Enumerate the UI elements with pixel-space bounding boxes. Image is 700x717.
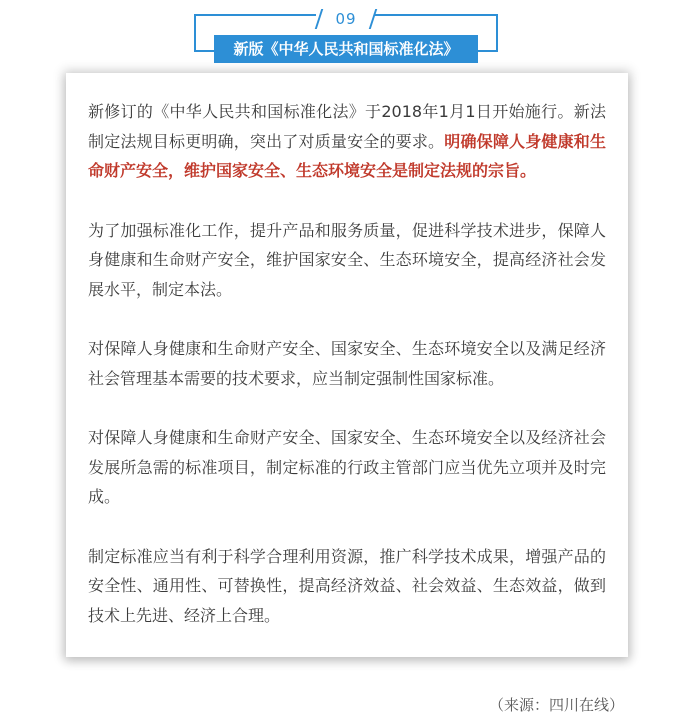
paragraph-purpose: 为了加强标准化工作，提升产品和服务质量，促进科学技术进步，保障人身健康和生命财产安全，维护国家安全、生态环境安全，提高经济社会发展水平，制定本法。 — [88, 220, 606, 299]
paragraph-priority-projects: 对保障人身健康和生命财产安全、国家安全、生态环境安全以及经济社会发展所急需的标准项目，制定标准的行政主管部门应当优先立项并及时完成。 — [88, 428, 606, 506]
section-title: 新版《中华人民共和国标准化法》 — [214, 35, 478, 63]
source-credit: （来源：四川在线） — [488, 696, 624, 714]
paragraph-intro-text: 新修订的《中华人民共和国标准化法》于2018年1月1日开始施行。新法制定法规目标更明确，突出了对质量安全的要求。 — [88, 102, 606, 151]
article-body — [88, 97, 606, 660]
content-card — [66, 73, 628, 657]
section-number: 09 — [335, 10, 357, 28]
paragraph-intro — [88, 97, 606, 186]
paragraph-mandatory-standards: 对保障人身健康和生命财产安全、国家安全、生态环境安全以及满足经济社会管理基本需要的技术要求，应当制定强制性国家标准。 — [88, 339, 606, 388]
paragraph-resource-use: 制定标准应当有利于科学合理利用资源，推广科学技术成果，增强产品的安全性、通用性、可替换性，提高经济效益、社会效益、生态效益，做到技术上先进、经济上合理。 — [88, 546, 606, 625]
paragraph-intro-highlight: 明确保障人身健康和生命财产安全，维护国家安全、生态环境安全是制定法规的宗旨。 — [88, 131, 606, 180]
